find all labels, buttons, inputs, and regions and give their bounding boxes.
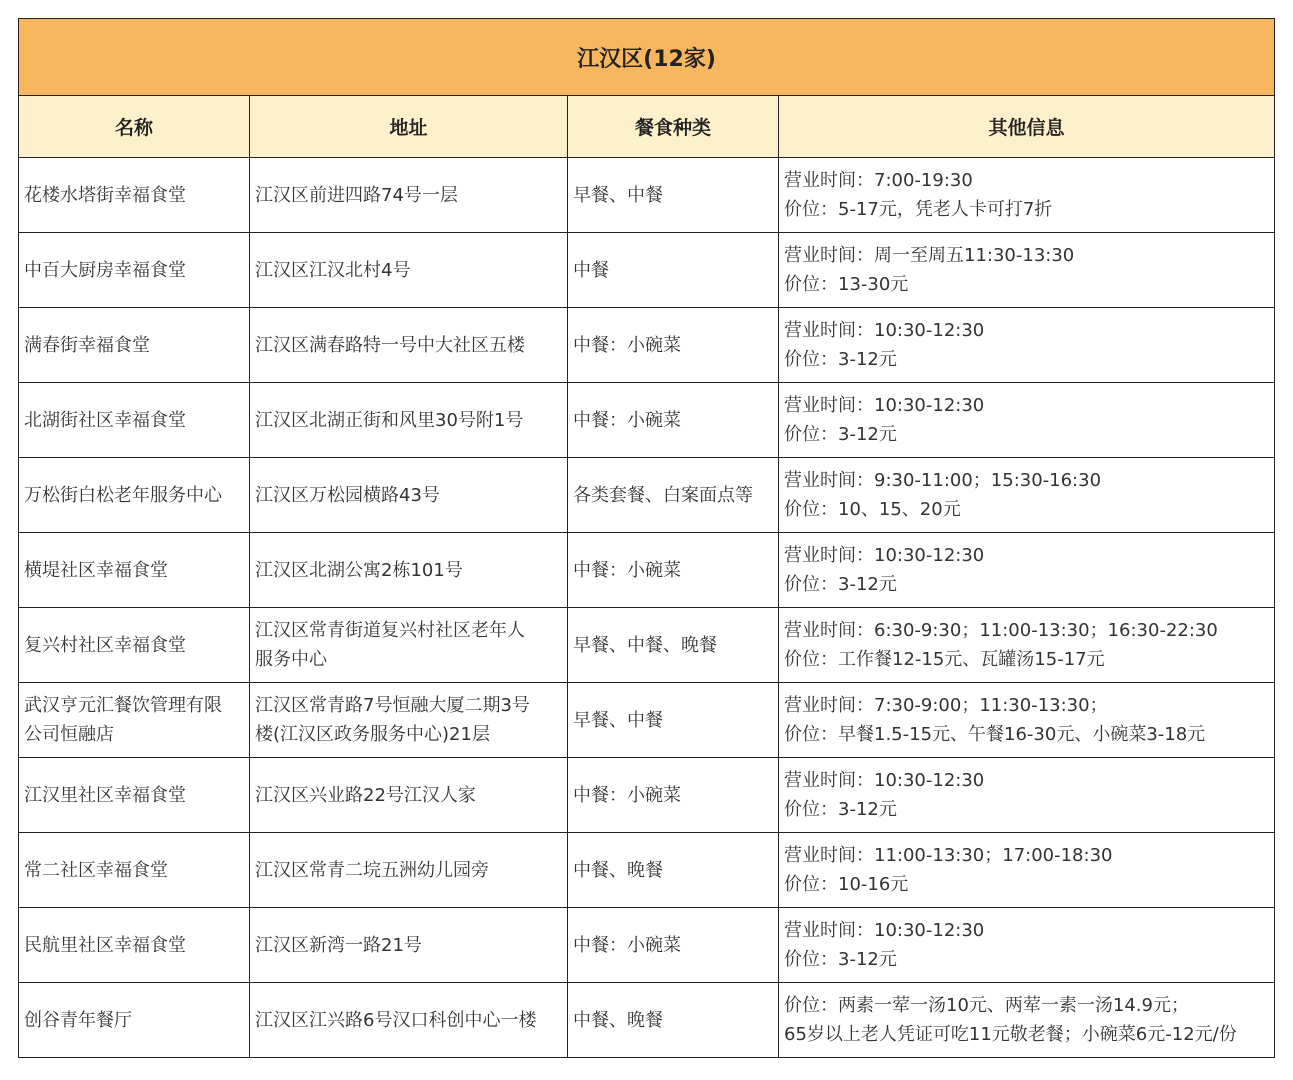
cell-other-info-line: 价位：10、15、20元 bbox=[784, 499, 961, 520]
table-row bbox=[19, 833, 1275, 908]
cell-other-info-line: 营业时间：10:30-12:30 bbox=[784, 395, 985, 416]
cell-other-info-line: 营业时间：9:30-11:00；15:30-16:30 bbox=[784, 470, 1102, 491]
cell-address-line: 楼(江汉区政务服务中心)21层 bbox=[255, 724, 490, 745]
column-header-address: 地址 bbox=[250, 96, 568, 158]
cell-meal-type: 中餐 bbox=[568, 233, 779, 308]
table-row bbox=[19, 383, 1275, 458]
cell-address: 江汉区兴业路22号江汉人家 bbox=[250, 758, 568, 833]
cell-other-info bbox=[779, 683, 1275, 758]
cell-address: 江汉区江汉北村4号 bbox=[250, 233, 568, 308]
column-header-meal-type: 餐食种类 bbox=[568, 96, 779, 158]
table-row bbox=[19, 608, 1275, 683]
table-title: 江汉区(12家) bbox=[19, 19, 1275, 96]
cell-other-info-line: 营业时间：11:00-13:30；17:00-18:30 bbox=[784, 845, 1113, 866]
table-body bbox=[19, 158, 1275, 1058]
table-title-row bbox=[19, 19, 1275, 96]
cell-other-info bbox=[779, 908, 1275, 983]
cell-address bbox=[250, 683, 568, 758]
cell-other-info-line: 65岁以上老人凭证可吃11元敬老餐；小碗菜6元-12元/份 bbox=[784, 1024, 1237, 1045]
table-row bbox=[19, 533, 1275, 608]
cell-name: 北湖街社区幸福食堂 bbox=[19, 383, 250, 458]
cell-address: 江汉区江兴路6号汉口科创中心一楼 bbox=[250, 983, 568, 1058]
cell-other-info-line: 价位：早餐1.5-15元、午餐16-30元、小碗菜3-18元 bbox=[784, 724, 1206, 745]
cell-address: 江汉区常青二垸五洲幼儿园旁 bbox=[250, 833, 568, 908]
cell-address bbox=[250, 608, 568, 683]
table-row bbox=[19, 458, 1275, 533]
cell-other-info-line: 价位：3-12元 bbox=[784, 949, 897, 970]
cell-meal-type: 中餐：小碗菜 bbox=[568, 383, 779, 458]
cell-other-info bbox=[779, 608, 1275, 683]
cell-other-info bbox=[779, 758, 1275, 833]
table-row bbox=[19, 683, 1275, 758]
cell-other-info-line: 价位：工作餐12-15元、瓦罐汤15-17元 bbox=[784, 649, 1105, 670]
cell-meal-type: 早餐、中餐 bbox=[568, 158, 779, 233]
cell-other-info bbox=[779, 233, 1275, 308]
cell-name: 横堤社区幸福食堂 bbox=[19, 533, 250, 608]
cell-name: 创谷青年餐厅 bbox=[19, 983, 250, 1058]
cell-address: 江汉区新湾一路21号 bbox=[250, 908, 568, 983]
cell-other-info bbox=[779, 983, 1275, 1058]
column-header-other-info: 其他信息 bbox=[779, 96, 1275, 158]
cell-address: 江汉区北湖正街和风里30号附1号 bbox=[250, 383, 568, 458]
table-row bbox=[19, 158, 1275, 233]
table-row bbox=[19, 983, 1275, 1058]
cell-meal-type: 中餐：小碗菜 bbox=[568, 308, 779, 383]
cell-meal-type: 早餐、中餐、晚餐 bbox=[568, 608, 779, 683]
cell-name-line: 武汉亨元汇餐饮管理有限 bbox=[24, 695, 222, 716]
cell-address: 江汉区万松园横路43号 bbox=[250, 458, 568, 533]
cell-other-info-line: 营业时间：10:30-12:30 bbox=[784, 320, 985, 341]
cell-name bbox=[19, 683, 250, 758]
cell-other-info-line: 价位：13-30元 bbox=[784, 274, 909, 295]
cell-other-info-line: 营业时间：10:30-12:30 bbox=[784, 920, 985, 941]
cell-address-line: 服务中心 bbox=[255, 649, 327, 670]
cell-other-info-line: 营业时间：7:30-9:00；11:30-13:30； bbox=[784, 695, 1108, 716]
cell-name: 中百大厨房幸福食堂 bbox=[19, 233, 250, 308]
cell-other-info-line: 价位：3-12元 bbox=[784, 574, 897, 595]
cell-other-info-line: 营业时间：6:30-9:30；11:00-13:30；16:30-22:30 bbox=[784, 620, 1218, 641]
cell-other-info-line: 营业时间：7:00-19:30 bbox=[784, 170, 973, 191]
cell-address: 江汉区前进四路74号一层 bbox=[250, 158, 568, 233]
cell-name: 江汉里社区幸福食堂 bbox=[19, 758, 250, 833]
restaurant-table-container bbox=[18, 18, 1274, 1058]
cell-name-line: 公司恒融店 bbox=[24, 724, 114, 745]
cell-other-info bbox=[779, 383, 1275, 458]
cell-meal-type: 各类套餐、白案面点等 bbox=[568, 458, 779, 533]
cell-address-line: 江汉区常青街道复兴村社区老年人 bbox=[255, 620, 525, 641]
table-row bbox=[19, 233, 1275, 308]
cell-meal-type: 中餐、晚餐 bbox=[568, 833, 779, 908]
cell-other-info bbox=[779, 833, 1275, 908]
cell-other-info bbox=[779, 158, 1275, 233]
cell-address: 江汉区北湖公寓2栋101号 bbox=[250, 533, 568, 608]
cell-name: 花楼水塔街幸福食堂 bbox=[19, 158, 250, 233]
cell-name: 常二社区幸福食堂 bbox=[19, 833, 250, 908]
cell-meal-type: 中餐、晚餐 bbox=[568, 983, 779, 1058]
cell-other-info bbox=[779, 458, 1275, 533]
column-header-name: 名称 bbox=[19, 96, 250, 158]
cell-name: 复兴村社区幸福食堂 bbox=[19, 608, 250, 683]
cell-other-info-line: 价位：3-12元 bbox=[784, 349, 897, 370]
cell-name: 民航里社区幸福食堂 bbox=[19, 908, 250, 983]
cell-other-info-line: 营业时间：10:30-12:30 bbox=[784, 545, 985, 566]
cell-other-info-line: 价位：3-12元 bbox=[784, 799, 897, 820]
cell-meal-type: 中餐：小碗菜 bbox=[568, 533, 779, 608]
cell-name: 满春街幸福食堂 bbox=[19, 308, 250, 383]
cell-address: 江汉区满春路特一号中大社区五楼 bbox=[250, 308, 568, 383]
cell-meal-type: 早餐、中餐 bbox=[568, 683, 779, 758]
table-row bbox=[19, 908, 1275, 983]
restaurant-table bbox=[18, 18, 1275, 1058]
cell-meal-type: 中餐：小碗菜 bbox=[568, 908, 779, 983]
table-row bbox=[19, 758, 1275, 833]
table-row bbox=[19, 308, 1275, 383]
cell-meal-type: 中餐：小碗菜 bbox=[568, 758, 779, 833]
cell-other-info-line: 价位：10-16元 bbox=[784, 874, 909, 895]
cell-other-info bbox=[779, 308, 1275, 383]
table-header-row bbox=[19, 96, 1275, 158]
cell-other-info-line: 营业时间：10:30-12:30 bbox=[784, 770, 985, 791]
cell-name: 万松街白松老年服务中心 bbox=[19, 458, 250, 533]
cell-other-info-line: 价位：5-17元，凭老人卡可打7折 bbox=[784, 199, 1053, 220]
cell-other-info-line: 价位：3-12元 bbox=[784, 424, 897, 445]
cell-other-info bbox=[779, 533, 1275, 608]
cell-address-line: 江汉区常青路7号恒融大厦二期3号 bbox=[255, 695, 530, 716]
cell-other-info-line: 营业时间：周一至周五11:30-13:30 bbox=[784, 245, 1075, 266]
cell-other-info-line: 价位：两素一荤一汤10元、两荤一素一汤14.9元； bbox=[784, 995, 1189, 1016]
